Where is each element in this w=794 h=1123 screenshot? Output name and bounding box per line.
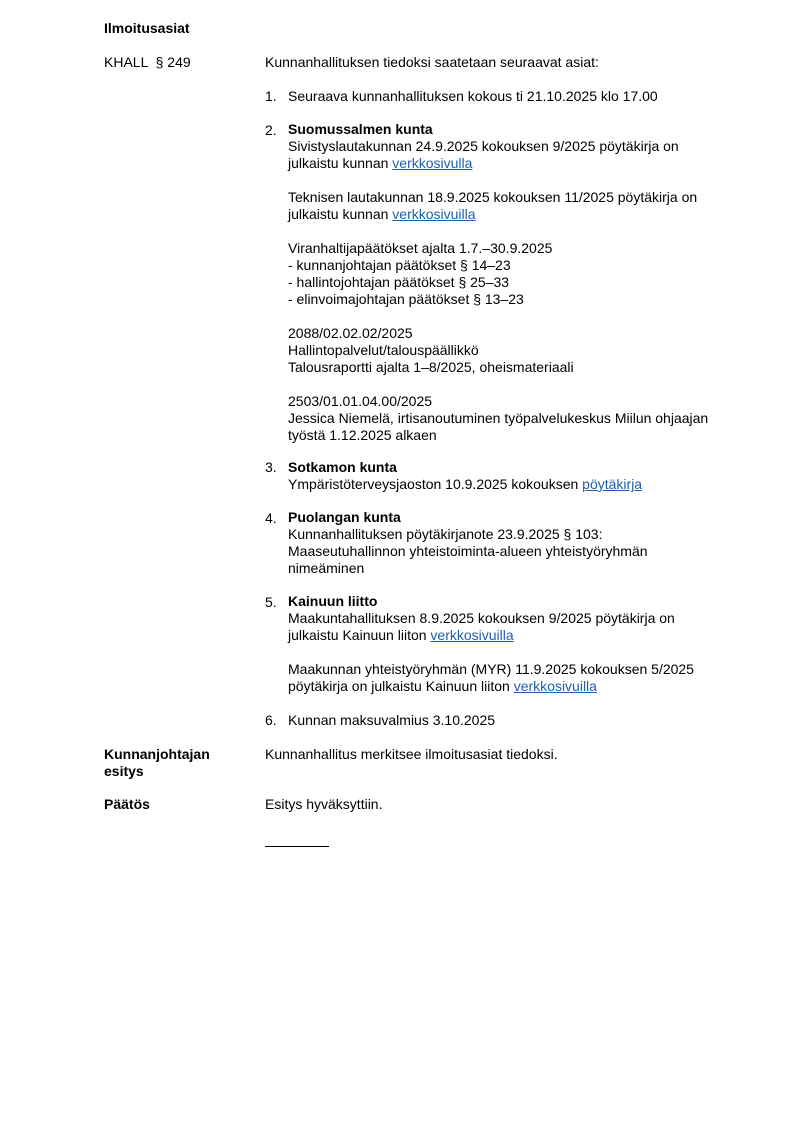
item-text: Sivistyslautakunnan 24.9.2025 kokouksen 9/2025 pöytäkirja on: [288, 138, 679, 154]
item-number: 6.: [265, 712, 277, 728]
list-item: [288, 509, 733, 577]
decision-text: Esitys hyväksyttiin.: [265, 796, 383, 812]
website-link[interactable]: verkkosivuilla: [392, 206, 476, 222]
item-text: Viranhaltijapäätökset ajalta 1.7.–30.9.2025: [288, 240, 553, 256]
item-text: - elinvoimajohtajan päätökset § 13–23: [288, 291, 524, 307]
item-number: 2.: [265, 122, 277, 138]
proposal-label-line: Kunnanjohtajan: [104, 746, 210, 762]
decision-label: Päätös: [104, 796, 150, 812]
proposal-label: [104, 746, 210, 780]
website-link[interactable]: verkkosivuilla: [430, 627, 514, 643]
closing-divider: [265, 846, 329, 847]
item-text: Maaseutuhallinnon yhteistoiminta-alueen yhteistyöryhmän: [288, 543, 648, 559]
item-text: Maakuntahallituksen 8.9.2025 kokouksen 9/2025 pöytäkirja on: [288, 610, 675, 626]
item-text: Maakunnan yhteistyöryhmän (MYR) 11.9.2025 kokouksen 5/2025: [288, 661, 694, 677]
item-text: - kunnanjohtajan päätökset § 14–23: [288, 257, 511, 273]
section-label: KHALL § 249: [104, 54, 191, 70]
item-text: Teknisen lautakunnan 18.9.2025 kokouksen 11/2025 pöytäkirja on: [288, 189, 698, 205]
section-intro: Kunnanhallituksen tiedoksi saatetaan seuraavat asiat:: [265, 54, 599, 70]
proposal-label-line: esitys: [104, 763, 144, 779]
item-number: 1.: [265, 88, 277, 104]
page-title: Ilmoitusasiat: [104, 20, 190, 36]
item-number: 3.: [265, 459, 277, 475]
item-text: Seuraava kunnanhallituksen kokous ti 21.10.2025 klo 17.00: [288, 88, 658, 104]
list-item: [288, 593, 733, 695]
item-text: Jessica Niemelä, irtisanoutuminen työpalvelukeskus Miilun ohjaajan: [288, 410, 709, 426]
proposal-text: Kunnanhallitus merkitsee ilmoitusasiat tiedoksi.: [265, 746, 558, 762]
item-title: Sotkamon kunta: [288, 459, 397, 475]
minutes-link[interactable]: pöytäkirja: [582, 476, 643, 492]
item-text: Hallintopalvelut/talouspäällikkö: [288, 342, 479, 358]
item-text: Ympäristöterveysjaoston 10.9.2025 kokouksen: [288, 476, 583, 492]
item-title: Puolangan kunta: [288, 509, 401, 525]
item-text: julkaistu kunnan: [288, 206, 393, 222]
item-text: Kunnan maksuvalmius 3.10.2025: [288, 712, 496, 728]
website-link[interactable]: verkkosivuilla: [513, 678, 597, 694]
item-text: työstä 1.12.2025 alkaen: [288, 427, 437, 443]
item-text: 2503/01.01.04.00/2025: [288, 393, 433, 409]
item-text: julkaistu kunnan: [288, 155, 393, 171]
item-text: pöytäkirja on julkaistu Kainuun liiton: [288, 678, 514, 694]
website-link[interactable]: verkkosivulla: [392, 155, 473, 171]
item-title: Suomussalmen kunta: [288, 121, 433, 137]
list-item: [288, 121, 733, 444]
item-text: julkaistu Kainuun liiton: [288, 627, 431, 643]
item-text: Talousraportti ajalta 1–8/2025, oheismateriaali: [288, 359, 574, 375]
item-text: Kunnanhallituksen pöytäkirjanote 23.9.2025 § 103:: [288, 526, 603, 542]
item-text: - hallintojohtajan päätökset § 25–33: [288, 274, 510, 290]
item-title: Kainuun liitto: [288, 593, 378, 609]
item-number: 4.: [265, 510, 277, 526]
list-item: [288, 459, 733, 493]
item-text: 2088/02.02.02/2025: [288, 325, 413, 341]
item-number: 5.: [265, 594, 277, 610]
item-text: nimeäminen: [288, 560, 365, 576]
